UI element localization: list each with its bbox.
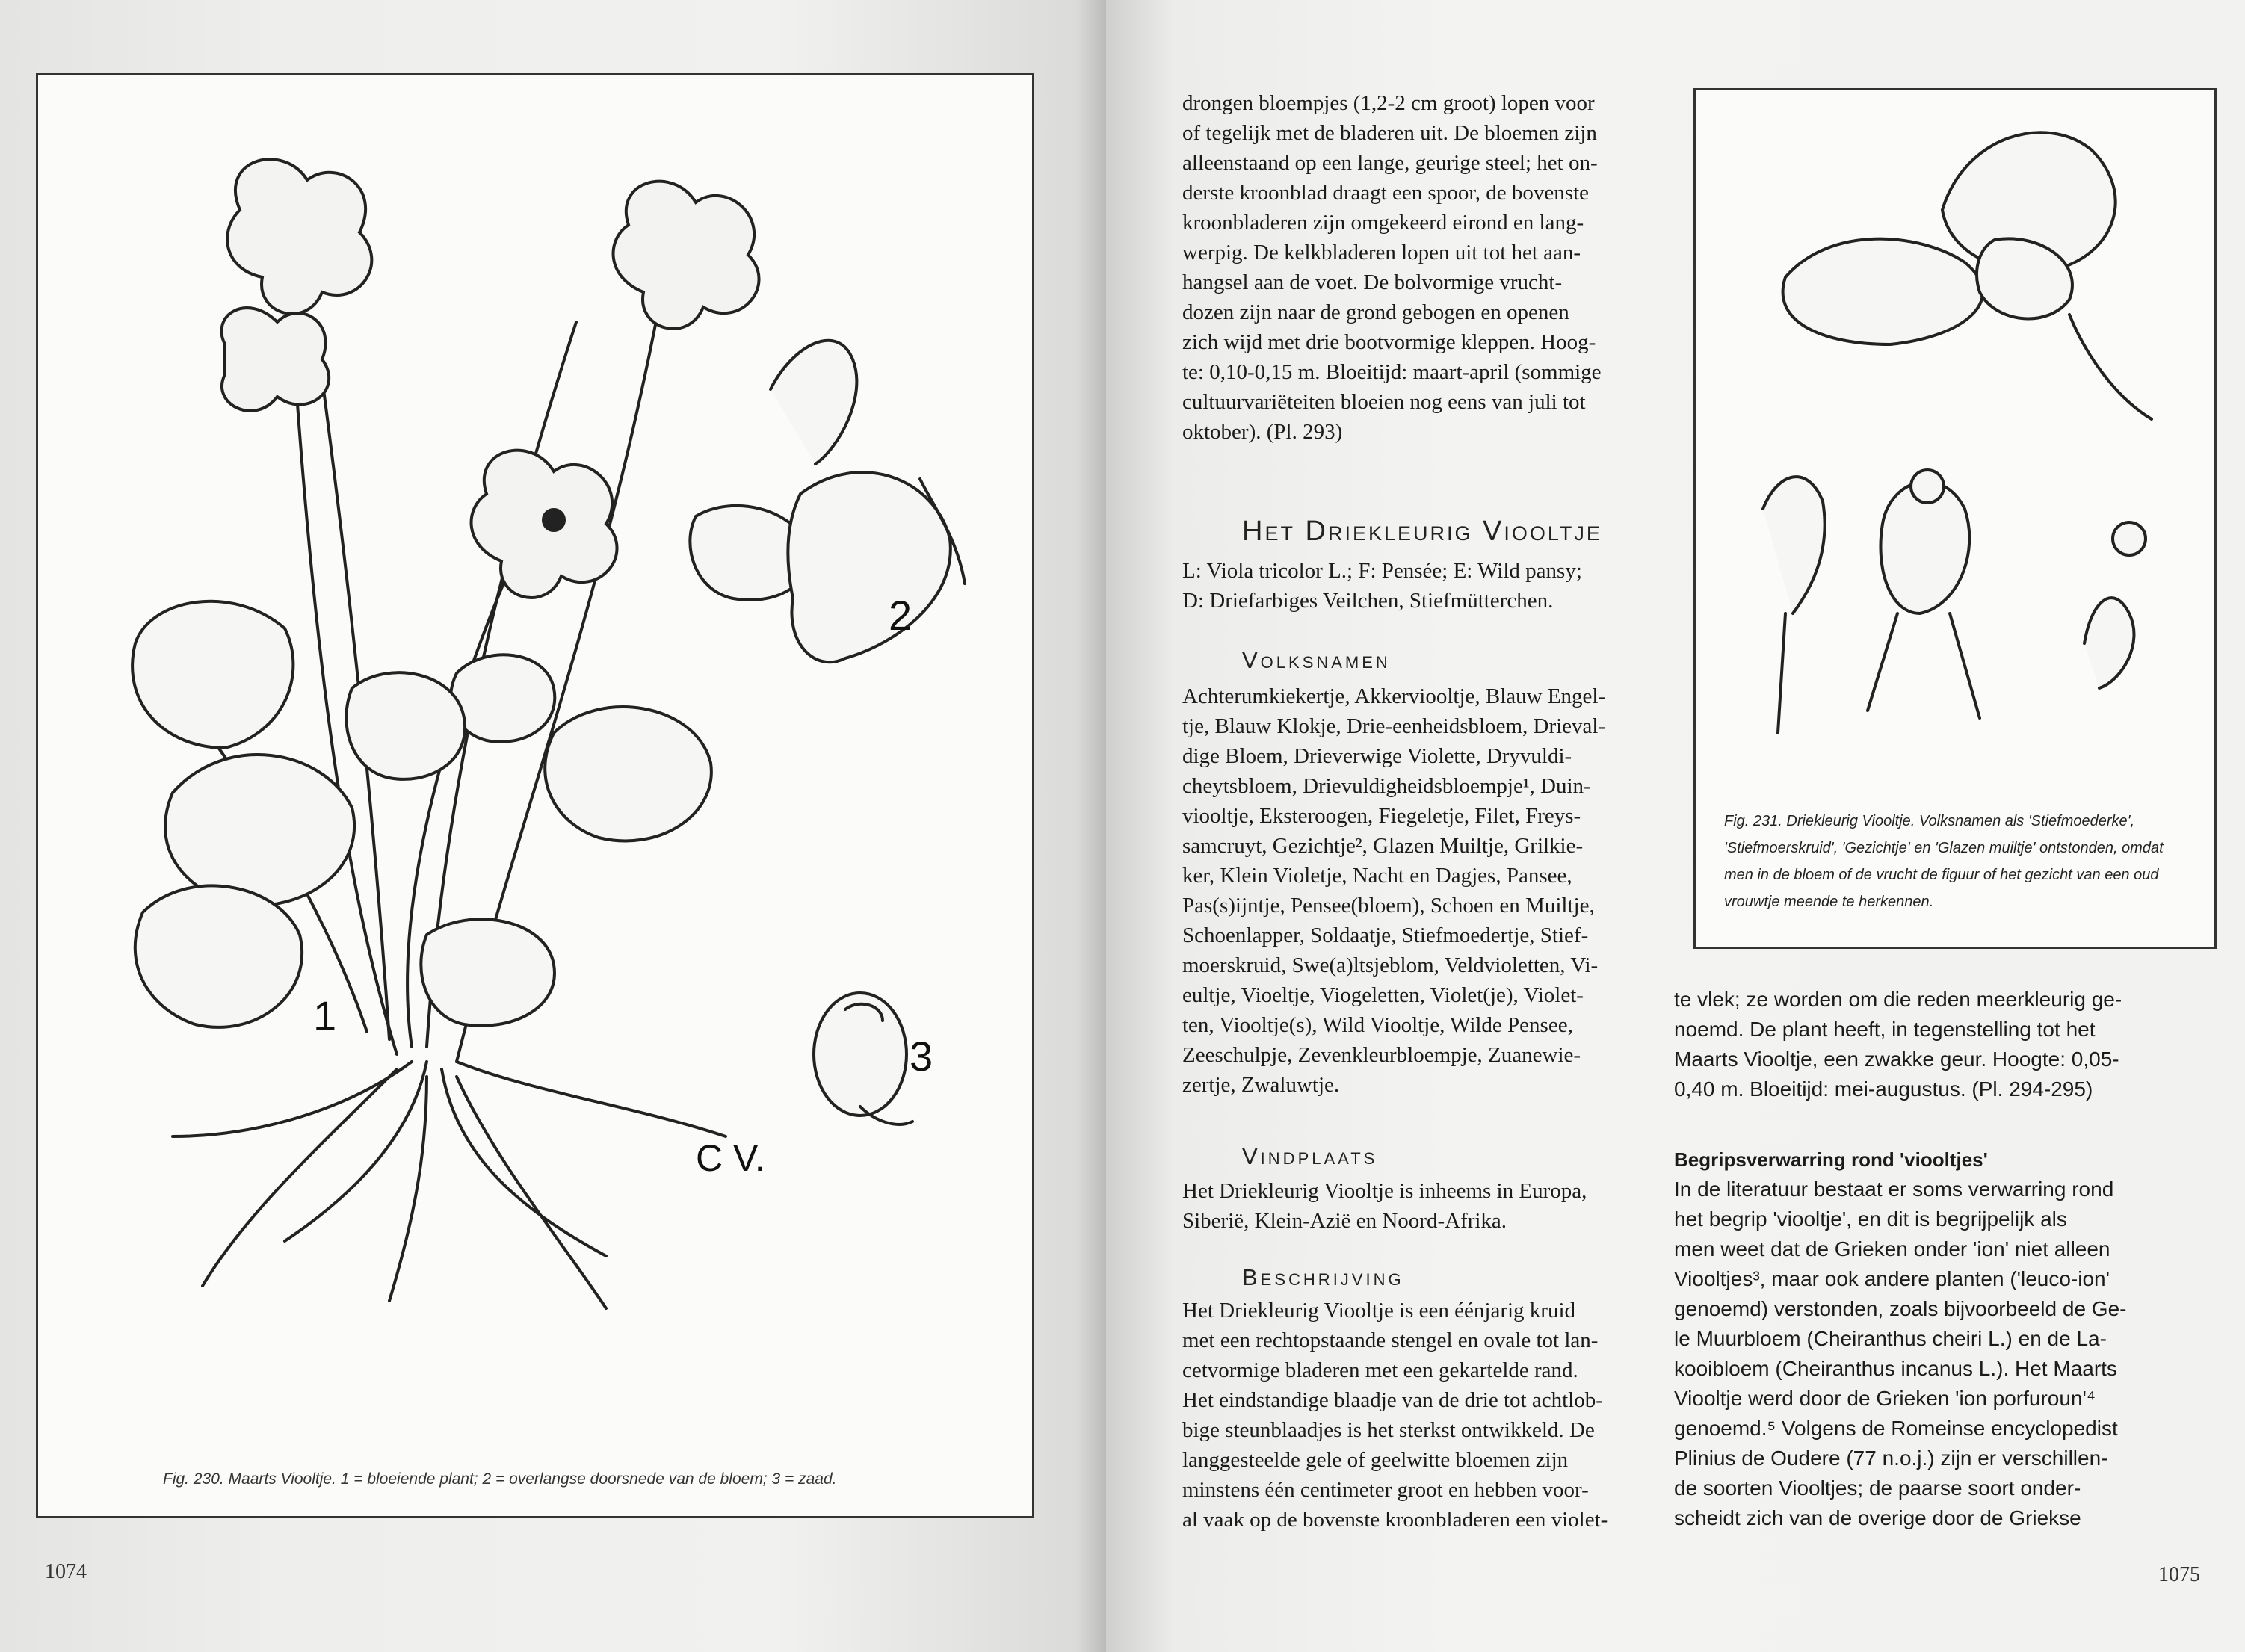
fig-label-3: 3 (910, 1033, 933, 1080)
text-line: Het Driekleurig Viooltje is inheems in Europa, (1182, 1179, 1587, 1203)
text-line: te vlek; ze worden om die reden meerkleurig ge- (1674, 988, 2122, 1011)
beschrijving-heading: Beschrijving (1242, 1264, 1404, 1290)
fig-label-2: 2 (889, 592, 912, 639)
text-line: dige Bloem, Drieverwige Violette, Dryvuldi- (1182, 744, 1572, 768)
text-line: 0,40 m. Bloeitijd: mei-augustus. (Pl. 294-295) (1674, 1077, 2093, 1101)
volksnamen-text (1182, 681, 1661, 1100)
text-line: noemd. De plant heeft, in tegenstelling tot het (1674, 1018, 2096, 1041)
text-line: cheytsbloem, Drievuldigheidsbloempje¹, Duin- (1182, 774, 1591, 798)
text-line: L: Viola tricolor L.; F: Pensée; E: Wild pansy; (1182, 559, 1582, 583)
text-line: zich wijd met drie bootvormige kleppen. Hoog- (1182, 330, 1596, 354)
text-line: werpig. De kelkbladeren lopen uit tot het aan- (1182, 241, 1581, 264)
text-line: scheidt zich van de overige door de Griekse (1674, 1506, 2081, 1529)
text-line: Plinius de Oudere (77 n.o.j.) zijn er verschillen- (1674, 1447, 2108, 1470)
text-line: eultje, Vioeltje, Viogeletten, Violet(je), Violet- (1182, 983, 1584, 1007)
text-line: Siberië, Klein-Azië en Noord-Afrika. (1182, 1209, 1507, 1233)
intro-text (1182, 88, 1661, 447)
text-line: minstens één centimeter groot en hebben voor- (1182, 1478, 1589, 1502)
text-line: langgesteelde gele of geelwitte bloemen zijn (1182, 1448, 1569, 1472)
continued-text (1674, 985, 2227, 1104)
text-line: of tegelijk met de bladeren uit. De bloemen zijn (1182, 121, 1597, 145)
figure-231-caption: Fig. 231. Driekleurig Viooltje. Volksnamen als 'Stiefmoederke', 'Stiefmoerskruid', 'Gezichtje' en 'Glazen muiltje' ontstonden, omdat men in de bloem of de vrucht de figuur of het gezicht van een oud vrouwtje meende te herkennen. (1724, 813, 2164, 910)
text-line: Het Driekleurig Viooltje is een éénjarig kruid (1182, 1299, 1576, 1322)
text-line: te: 0,10-0,15 m. Bloeitijd: maart-april (sommige (1182, 360, 1602, 384)
text-line: dozen zijn naar de grond gebogen en openen (1182, 300, 1569, 324)
vindplaats-text (1182, 1176, 1661, 1236)
text-line: Zeeschulpje, Zevenkleurbloempje, Zuanewie- (1182, 1043, 1581, 1067)
latin-names (1182, 556, 1661, 616)
text-line: le Muurbloem (Cheiranthus cheiri L.) en de La- (1674, 1327, 2107, 1350)
left-page (0, 0, 1106, 1652)
text-line: kroonbladeren zijn omgekeerd eirond en lang- (1182, 211, 1584, 235)
text-line: derste kroonblad draagt een spoor, de bovenste (1182, 181, 1590, 205)
figure-230-box (36, 73, 1034, 1518)
text-line: cultuurvariëteiten bloeien nog eens van juli tot (1182, 390, 1586, 414)
page-number-left: 1074 (45, 1560, 87, 1583)
text-line: moerskruid, Swe(a)ltsjeblom, Veldvioletten, Vi- (1182, 953, 1599, 977)
text-line: het begrip 'viooltje', en dit is begrijpelijk als (1674, 1207, 2067, 1231)
text-line: men weet dat de Grieken onder 'ion' niet alleen (1674, 1237, 2110, 1260)
text-line: drongen bloempjes (1,2-2 cm groot) lopen voor (1182, 91, 1595, 115)
beschrijving-text (1182, 1296, 1661, 1535)
text-line: Het eindstandige blaadje van de drie tot achtlob- (1182, 1388, 1603, 1412)
text-line: alleenstaand op een lange, geurige steel; het on- (1182, 151, 1598, 175)
text-line: genoemd) verstonden, zoals bijvoorbeeld de Ge- (1674, 1297, 2127, 1320)
figure-231-box (1693, 88, 2217, 949)
text-line: samcruyt, Gezichtje², Glazen Muiltje, Grilkie- (1182, 834, 1584, 858)
pansy-illustration (1696, 90, 2214, 793)
vindplaats-heading: Vindplaats (1242, 1143, 1378, 1169)
figure-230-caption: Fig. 230. Maarts Viooltje. 1 = bloeiende plant; 2 = overlangse doorsnede van de bloem; 3 = zaad. (163, 1470, 837, 1488)
text-line: Pas(s)ijntje, Pensee(bloem), Schoen en Muiltje, (1182, 894, 1595, 918)
text-line: In de literatuur bestaat er soms verwarring rond (1674, 1178, 2114, 1201)
text-line: kooibloem (Cheiranthus incanus L.). Het Maarts (1674, 1357, 2117, 1380)
box-heading: Begripsverwarring rond 'viooltjes' (1674, 1148, 1988, 1171)
page-number-right: 1075 (2158, 1563, 2200, 1586)
text-line: D: Driefarbiges Veilchen, Stiefmütterchen. (1182, 589, 1554, 613)
text-line: hangsel aan de voet. De bolvormige vrucht- (1182, 270, 1563, 294)
text-line: met een rechtopstaande stengel en ovale tot lan- (1182, 1328, 1599, 1352)
text-line: ten, Viooltje(s), Wild Viooltje, Wilde Pensee, (1182, 1013, 1573, 1037)
text-line: oktober). (Pl. 293) (1182, 420, 1343, 444)
volksnamen-heading: Volksnamen (1242, 647, 1391, 673)
text-line: tje, Blauw Klokje, Drie-eenheidsbloem, Drieval- (1182, 714, 1606, 738)
fig-label-1: 1 (313, 992, 337, 1039)
text-line: Schoenlapper, Soldaatje, Stiefmoedertje, Stief- (1182, 924, 1589, 947)
box-text (1674, 1175, 2227, 1533)
text-line: genoemd.⁵ Volgens de Romeinse encyclopedist (1674, 1417, 2118, 1440)
section-title: Het Driekleurig Viooltje (1242, 516, 1602, 547)
text-line: bige steunblaadjes is het sterkst ontwikkeld. De (1182, 1418, 1595, 1442)
text-line: Maarts Viooltje, een zwakke geur. Hoogte: 0,05- (1674, 1048, 2119, 1071)
text-line: Viooltje werd door de Grieken 'ion porfuroun'⁴ (1674, 1387, 2096, 1410)
text-line: cetvormige bladeren met een gekartelde rand. (1182, 1358, 1578, 1382)
fig-label-cv: C V. (696, 1137, 765, 1179)
text-line: Achterumkiekertje, Akkerviooltje, Blauw Engel- (1182, 684, 1606, 708)
violet-illustration (38, 75, 1032, 1516)
text-line: al vaak op de bovenste kroonbladeren een violet- (1182, 1508, 1608, 1532)
text-line: ker, Klein Violetje, Nacht en Dagjes, Pansee, (1182, 864, 1572, 888)
text-line: Viooltjes³, maar ook andere planten ('leuco-ion' (1674, 1267, 2110, 1290)
text-line: zertje, Zwaluwtje. (1182, 1073, 1340, 1097)
text-line: viooltje, Eksteroogen, Fiegeletje, Filet, Freys- (1182, 804, 1581, 828)
text-line: de soorten Viooltjes; de paarse soort onder- (1674, 1476, 2081, 1500)
